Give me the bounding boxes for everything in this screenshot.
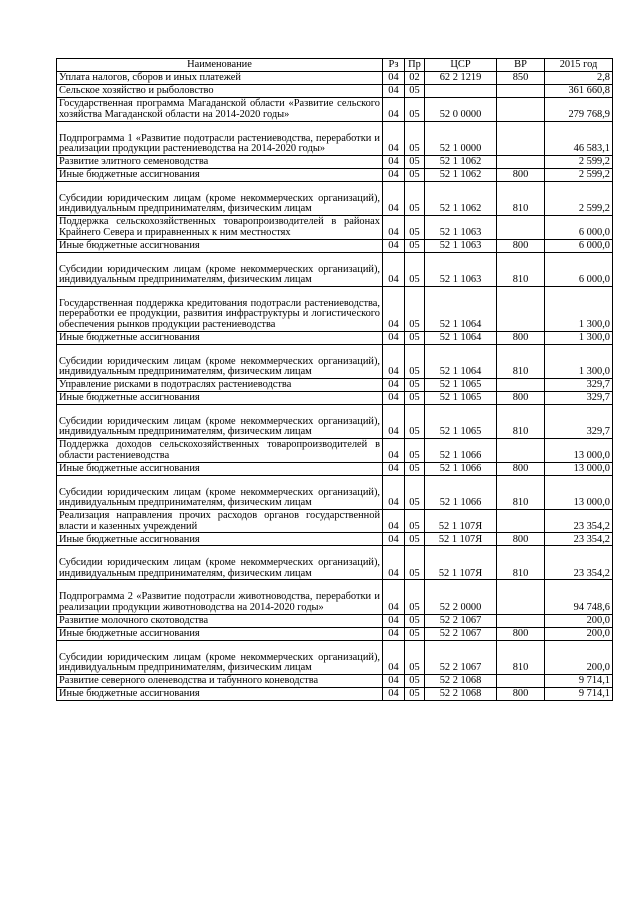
row-amount: 2 599,2 <box>545 168 613 181</box>
row-amount: 6 000,0 <box>545 239 613 252</box>
row-rz: 04 <box>383 687 405 700</box>
table-row <box>57 404 613 438</box>
row-amount: 2,8 <box>545 72 613 85</box>
row-csr: 52 1 1064 <box>425 286 497 331</box>
table-row <box>57 533 613 546</box>
row-pr: 05 <box>405 344 425 378</box>
table-row <box>57 475 613 509</box>
row-pr: 05 <box>405 533 425 546</box>
row-pr: 05 <box>405 378 425 391</box>
row-pr: 05 <box>405 98 425 122</box>
row-vr: 850 <box>497 72 545 85</box>
row-amount: 2 599,2 <box>545 181 613 215</box>
table-row <box>57 614 613 627</box>
row-rz: 04 <box>383 168 405 181</box>
row-vr: 800 <box>497 533 545 546</box>
table-header-row <box>57 59 613 72</box>
row-pr: 05 <box>405 85 425 98</box>
row-vr <box>497 509 545 533</box>
row-vr: 800 <box>497 331 545 344</box>
row-vr <box>497 155 545 168</box>
row-rz: 04 <box>383 627 405 640</box>
row-vr: 810 <box>497 640 545 674</box>
row-rz: 04 <box>383 239 405 252</box>
row-amount: 23 354,2 <box>545 546 613 580</box>
row-csr: 52 1 107Я <box>425 533 497 546</box>
row-rz: 04 <box>383 404 405 438</box>
row-rz: 04 <box>383 438 405 462</box>
row-pr: 05 <box>405 239 425 252</box>
table-row <box>57 640 613 674</box>
row-name: Субсидии юридическим лицам (кроме некоммерческих организаций), индивидуальным предпринимателям, физическим лицам <box>57 252 383 286</box>
row-rz: 04 <box>383 215 405 239</box>
row-amount: 46 583,1 <box>545 121 613 155</box>
row-name: Иные бюджетные ассигнования <box>57 239 383 252</box>
row-csr: 52 1 1066 <box>425 462 497 475</box>
row-amount: 9 714,1 <box>545 674 613 687</box>
row-rz: 04 <box>383 98 405 122</box>
row-rz: 04 <box>383 475 405 509</box>
header-vr: ВР <box>497 59 545 72</box>
row-name: Иные бюджетные ассигнования <box>57 331 383 344</box>
row-amount: 1 300,0 <box>545 344 613 378</box>
row-rz: 04 <box>383 378 405 391</box>
row-name: Сельское хозяйство и рыболовство <box>57 85 383 98</box>
row-name: Уплата налогов, сборов и иных платежей <box>57 72 383 85</box>
row-rz: 04 <box>383 121 405 155</box>
row-amount: 2 599,2 <box>545 155 613 168</box>
row-name: Иные бюджетные ассигнования <box>57 391 383 404</box>
row-vr: 800 <box>497 168 545 181</box>
row-csr: 52 1 107Я <box>425 546 497 580</box>
row-vr <box>497 614 545 627</box>
row-name: Поддержка сельскохозяйственных товаропроизводителей в районах Крайнего Севера и приравненных к ним местностях <box>57 215 383 239</box>
row-name: Развитие северного оленеводства и табунного коневодства <box>57 674 383 687</box>
row-csr: 52 1 1063 <box>425 252 497 286</box>
table-row <box>57 72 613 85</box>
row-pr: 05 <box>405 475 425 509</box>
header-csr: ЦСР <box>425 59 497 72</box>
row-name: Подпрограмма 2 «Развитие подотрасли животноводства, переработки и реализации продукции животноводства на 2014-2020 годы» <box>57 580 383 614</box>
row-csr: 52 2 0000 <box>425 580 497 614</box>
row-pr: 05 <box>405 391 425 404</box>
row-rz: 04 <box>383 462 405 475</box>
row-name: Реализация направления прочих расходов органов государственной власти и казенных учреждений <box>57 509 383 533</box>
row-rz: 04 <box>383 72 405 85</box>
row-pr: 05 <box>405 181 425 215</box>
row-amount: 6 000,0 <box>545 215 613 239</box>
row-amount: 329,7 <box>545 391 613 404</box>
row-vr <box>497 378 545 391</box>
row-amount: 329,7 <box>545 404 613 438</box>
row-csr: 52 1 0000 <box>425 121 497 155</box>
row-name: Поддержка доходов сельскохозяйственных товаропроизводителей в области растениеводства <box>57 438 383 462</box>
row-vr <box>497 438 545 462</box>
row-name: Иные бюджетные ассигнования <box>57 462 383 475</box>
table-row <box>57 344 613 378</box>
row-pr: 05 <box>405 687 425 700</box>
row-csr: 52 0 0000 <box>425 98 497 122</box>
table-row <box>57 509 613 533</box>
row-rz: 04 <box>383 85 405 98</box>
row-vr <box>497 580 545 614</box>
row-amount: 329,7 <box>545 378 613 391</box>
row-pr: 05 <box>405 252 425 286</box>
row-name: Подпрограмма 1 «Развитие подотрасли растениеводства, переработки и реализации продукции растениеводства на 2014-2020 годы» <box>57 121 383 155</box>
row-csr: 52 1 1064 <box>425 344 497 378</box>
row-csr: 52 2 1067 <box>425 627 497 640</box>
row-csr: 52 2 1067 <box>425 614 497 627</box>
row-vr: 800 <box>497 462 545 475</box>
table-row <box>57 286 613 331</box>
row-name: Субсидии юридическим лицам (кроме некоммерческих организаций), индивидуальным предпринимателям, физическим лицам <box>57 546 383 580</box>
row-amount: 1 300,0 <box>545 331 613 344</box>
table-row <box>57 580 613 614</box>
row-vr <box>497 121 545 155</box>
table-row <box>57 462 613 475</box>
row-amount: 200,0 <box>545 614 613 627</box>
row-rz: 04 <box>383 509 405 533</box>
table-row <box>57 252 613 286</box>
row-vr: 810 <box>497 404 545 438</box>
row-vr: 800 <box>497 627 545 640</box>
row-amount: 13 000,0 <box>545 475 613 509</box>
row-vr <box>497 286 545 331</box>
row-vr <box>497 674 545 687</box>
row-rz: 04 <box>383 331 405 344</box>
header-rz: Рз <box>383 59 405 72</box>
row-amount: 200,0 <box>545 640 613 674</box>
row-vr: 810 <box>497 546 545 580</box>
table-row <box>57 168 613 181</box>
row-vr: 810 <box>497 344 545 378</box>
row-pr: 05 <box>405 438 425 462</box>
row-csr: 52 1 1063 <box>425 239 497 252</box>
table-row <box>57 438 613 462</box>
row-vr <box>497 98 545 122</box>
row-pr: 05 <box>405 580 425 614</box>
row-amount: 200,0 <box>545 627 613 640</box>
row-pr: 05 <box>405 462 425 475</box>
row-pr: 05 <box>405 640 425 674</box>
row-name: Развитие элитного семеноводства <box>57 155 383 168</box>
row-csr: 52 1 1063 <box>425 215 497 239</box>
row-csr: 52 1 1062 <box>425 155 497 168</box>
row-vr: 800 <box>497 687 545 700</box>
table-row <box>57 155 613 168</box>
row-pr: 02 <box>405 72 425 85</box>
row-pr: 05 <box>405 509 425 533</box>
row-vr: 810 <box>497 475 545 509</box>
row-name: Управление рисками в подотраслях растениеводства <box>57 378 383 391</box>
row-name: Иные бюджетные ассигнования <box>57 687 383 700</box>
row-csr: 52 1 1062 <box>425 168 497 181</box>
row-vr: 800 <box>497 239 545 252</box>
row-csr: 52 1 1065 <box>425 391 497 404</box>
row-rz: 04 <box>383 286 405 331</box>
row-name: Субсидии юридическим лицам (кроме некоммерческих организаций), индивидуальным предпринимателям, физическим лицам <box>57 404 383 438</box>
row-name: Иные бюджетные ассигнования <box>57 533 383 546</box>
row-csr <box>425 85 497 98</box>
row-vr: 800 <box>497 391 545 404</box>
row-name: Субсидии юридическим лицам (кроме некоммерческих организаций), индивидуальным предпринимателям, физическим лицам <box>57 344 383 378</box>
row-name: Государственная программа Магаданской области «Развитие сельского хозяйства Магаданской области на 2014-2020 годы» <box>57 98 383 122</box>
row-csr: 52 1 1062 <box>425 181 497 215</box>
row-csr: 52 2 1068 <box>425 687 497 700</box>
row-name: Государственная поддержка кредитования подотрасли растениеводства, переработки ее продукции, развития инфраструктуры и логистического обеспечения рынков продукции растениеводства <box>57 286 383 331</box>
table-row <box>57 674 613 687</box>
row-pr: 05 <box>405 121 425 155</box>
row-pr: 05 <box>405 331 425 344</box>
row-amount: 94 748,6 <box>545 580 613 614</box>
row-amount: 9 714,1 <box>545 687 613 700</box>
row-pr: 05 <box>405 404 425 438</box>
row-pr: 05 <box>405 155 425 168</box>
row-csr: 52 1 1065 <box>425 404 497 438</box>
table-row <box>57 331 613 344</box>
table-row <box>57 98 613 122</box>
table-row <box>57 378 613 391</box>
table-row <box>57 215 613 239</box>
row-amount: 6 000,0 <box>545 252 613 286</box>
header-pr: Пр <box>405 59 425 72</box>
table-row <box>57 85 613 98</box>
header-year: 2015 год <box>545 59 613 72</box>
row-rz: 04 <box>383 252 405 286</box>
row-rz: 04 <box>383 391 405 404</box>
row-rz: 04 <box>383 181 405 215</box>
row-rz: 04 <box>383 614 405 627</box>
row-name: Субсидии юридическим лицам (кроме некоммерческих организаций), индивидуальным предпринимателям, физическим лицам <box>57 181 383 215</box>
row-amount: 361 660,8 <box>545 85 613 98</box>
row-rz: 04 <box>383 344 405 378</box>
row-amount: 13 000,0 <box>545 462 613 475</box>
row-csr: 52 1 1066 <box>425 438 497 462</box>
row-pr: 05 <box>405 674 425 687</box>
row-name: Развитие молочного скотоводства <box>57 614 383 627</box>
row-rz: 04 <box>383 546 405 580</box>
row-csr: 52 1 1065 <box>425 378 497 391</box>
row-rz: 04 <box>383 674 405 687</box>
row-rz: 04 <box>383 580 405 614</box>
row-amount: 1 300,0 <box>545 286 613 331</box>
row-name: Субсидии юридическим лицам (кроме некоммерческих организаций), индивидуальным предпринимателям, физическим лицам <box>57 640 383 674</box>
row-csr: 52 2 1067 <box>425 640 497 674</box>
row-csr: 52 1 107Я <box>425 509 497 533</box>
row-csr: 62 2 1219 <box>425 72 497 85</box>
row-rz: 04 <box>383 155 405 168</box>
header-name: Наименование <box>57 59 383 72</box>
row-csr: 52 1 1064 <box>425 331 497 344</box>
row-name: Иные бюджетные ассигнования <box>57 627 383 640</box>
row-amount: 279 768,9 <box>545 98 613 122</box>
row-amount: 23 354,2 <box>545 509 613 533</box>
table-row <box>57 546 613 580</box>
row-pr: 05 <box>405 546 425 580</box>
table-row <box>57 627 613 640</box>
row-name: Иные бюджетные ассигнования <box>57 168 383 181</box>
row-rz: 04 <box>383 640 405 674</box>
table-row <box>57 239 613 252</box>
table-row <box>57 391 613 404</box>
row-pr: 05 <box>405 215 425 239</box>
row-vr: 810 <box>497 252 545 286</box>
row-vr <box>497 85 545 98</box>
row-amount: 23 354,2 <box>545 533 613 546</box>
row-csr: 52 2 1068 <box>425 674 497 687</box>
row-pr: 05 <box>405 614 425 627</box>
row-pr: 05 <box>405 286 425 331</box>
row-csr: 52 1 1066 <box>425 475 497 509</box>
row-name: Субсидии юридическим лицам (кроме некоммерческих организаций), индивидуальным предпринимателям, физическим лицам <box>57 475 383 509</box>
table-row <box>57 121 613 155</box>
budget-table <box>56 58 613 701</box>
table-row <box>57 687 613 700</box>
row-amount: 13 000,0 <box>545 438 613 462</box>
row-rz: 04 <box>383 533 405 546</box>
row-pr: 05 <box>405 168 425 181</box>
row-vr <box>497 215 545 239</box>
row-pr: 05 <box>405 627 425 640</box>
row-vr: 810 <box>497 181 545 215</box>
table-row <box>57 181 613 215</box>
